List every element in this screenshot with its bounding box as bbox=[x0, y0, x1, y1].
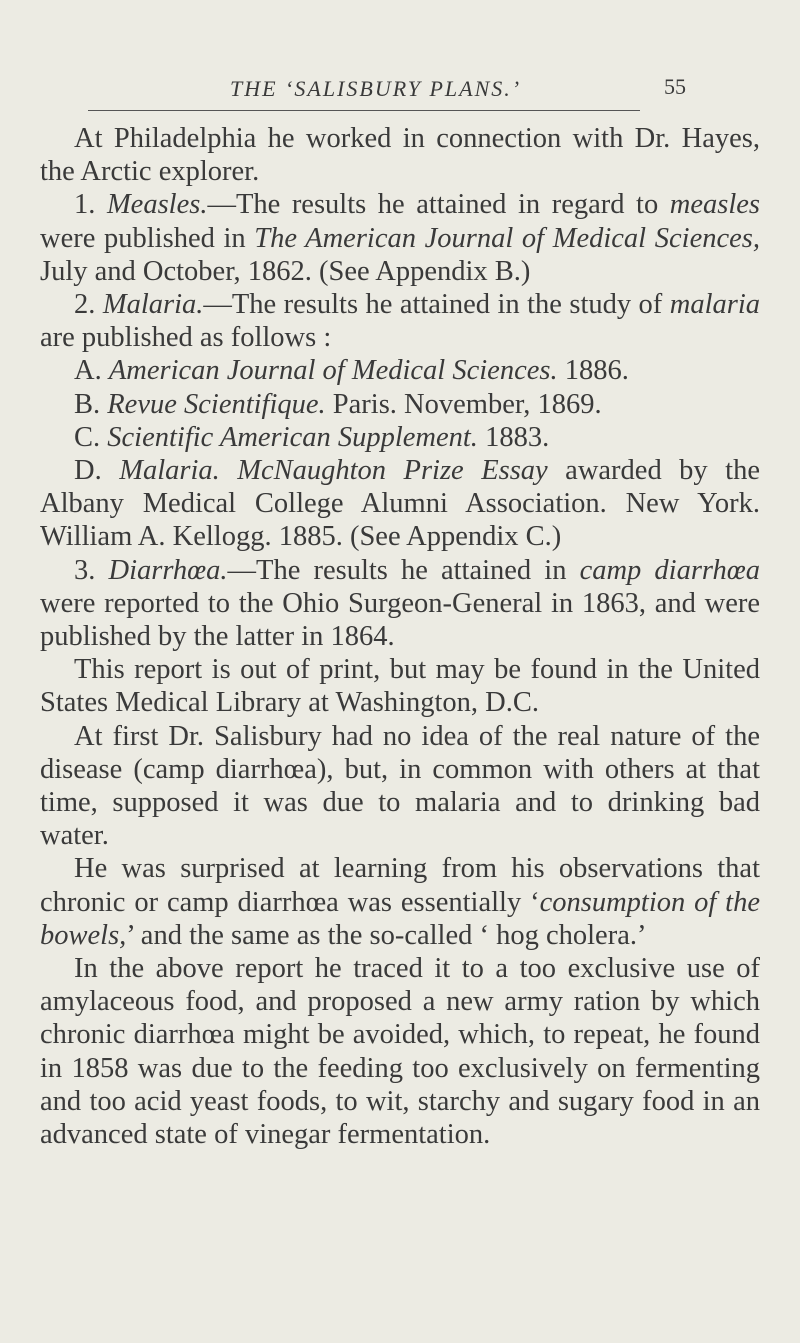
italic-text: camp diarrhœa bbox=[579, 554, 760, 586]
text-run: awarded by the Albany Medical College Alumni Association. New York. William A. Kellogg. 1885. (See Appendix C.) bbox=[40, 455, 760, 553]
text-run: C. bbox=[74, 421, 108, 453]
header-rule bbox=[88, 110, 640, 111]
text-run: are published as follows : bbox=[40, 322, 332, 354]
text-run: A. bbox=[74, 355, 109, 387]
list-item bbox=[40, 354, 760, 387]
paragraph bbox=[40, 852, 760, 952]
body-text bbox=[40, 122, 760, 1151]
text-run: This report is out of print, but may be found in the United States Medical Library at Washington, D.C. bbox=[40, 654, 760, 719]
text-run: —The results he attained in regard to bbox=[207, 189, 670, 221]
list-item bbox=[40, 388, 760, 421]
text-run: —The results he attained in bbox=[227, 554, 580, 586]
italic-text: Malaria. bbox=[102, 289, 204, 321]
text-run: At Philadelphia he worked in connection with Dr. Hayes, the Arctic explorer. bbox=[40, 123, 760, 188]
text-run: D. bbox=[74, 455, 120, 487]
italic-text: consumption of the bowels, bbox=[40, 886, 760, 951]
italic-text: Measles. bbox=[106, 189, 208, 221]
text-run: Paris. November, 1869. bbox=[325, 388, 602, 420]
paragraph bbox=[40, 554, 760, 654]
text-run: B. bbox=[74, 388, 108, 420]
text-run: He was surprised at learning from his observations that chronic or camp diarrhœa was essentially ‘ bbox=[40, 853, 760, 918]
text-run: 1. bbox=[74, 189, 107, 221]
paragraph bbox=[40, 952, 760, 1151]
text-run: At first Dr. Salisbury had no idea of the real nature of the disease (camp diarrhœa), but, in common with others at that time, supposed it was due to malaria and to drinking bad water. bbox=[40, 720, 760, 852]
page-header bbox=[0, 70, 800, 110]
text-run: were published in bbox=[40, 222, 255, 254]
paragraph bbox=[40, 122, 760, 188]
italic-text: Malaria. McNaughton Prize Essay bbox=[119, 455, 548, 487]
text-run: 2. bbox=[74, 289, 103, 321]
paragraph bbox=[40, 288, 760, 354]
list-item bbox=[40, 421, 760, 454]
paragraph bbox=[40, 188, 760, 288]
text-run: 1883. bbox=[477, 421, 550, 453]
text-run: In the above report he traced it to a too exclusive use of amylaceous food, and proposed a new army ration by which chronic diarrhœa might be avoided, which, to repeat, he found in 1858 was due to the feeding too exclusively on fermenting and too acid yeast foods, to wit, starchy and sugary food in an advanced state of vinegar fermentation. bbox=[40, 953, 760, 1151]
text-run: were reported to the Ohio Surgeon-General in 1863, and were published by the latter in 1864. bbox=[40, 587, 760, 653]
italic-text: measles bbox=[669, 189, 760, 221]
italic-text: The American Journal of Medical Sciences, bbox=[254, 222, 760, 254]
running-title: THE ‘SALISBURY PLANS.’ bbox=[230, 76, 522, 101]
italic-text: malaria bbox=[669, 289, 761, 321]
text-run: —The results he attained in the study of bbox=[203, 289, 670, 321]
paragraph bbox=[40, 653, 760, 719]
text-run: 3. bbox=[74, 554, 109, 586]
italic-text: American Journal of Medical Sciences. bbox=[108, 355, 558, 387]
italic-text: Revue Scientifique. bbox=[107, 388, 326, 420]
italic-text: Diarrhœa. bbox=[108, 554, 228, 586]
italic-text: Scientific American Supplement. bbox=[107, 421, 478, 453]
paragraph bbox=[40, 720, 760, 853]
text-run: July and October, 1862. (See Appendix B.) bbox=[40, 255, 531, 287]
text-run: 1886. bbox=[557, 355, 629, 387]
list-item bbox=[40, 454, 760, 554]
text-run: ’ and the same as the so-called ‘ hog cholera.’ bbox=[126, 919, 647, 951]
page-number: 55 bbox=[664, 74, 686, 99]
